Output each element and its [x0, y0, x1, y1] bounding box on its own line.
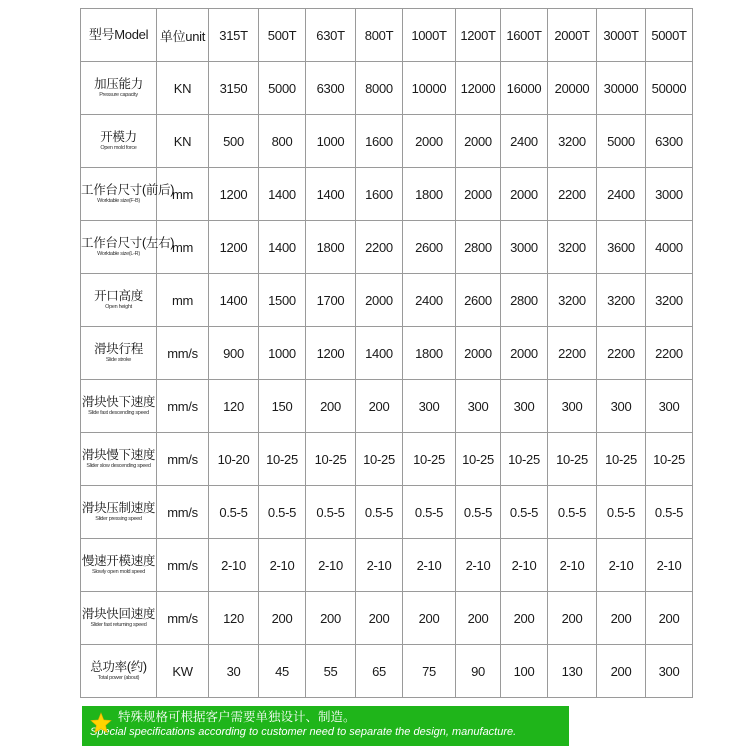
header-model: 3000T: [597, 9, 646, 62]
value-cell: 0.5-5: [403, 486, 456, 539]
header-model: 1000T: [403, 9, 456, 62]
param-cell: [81, 645, 157, 698]
param-name-cn: 工作台尺寸(左右): [81, 235, 175, 250]
value-cell: 1000: [259, 327, 306, 380]
value-cell: 0.5-5: [646, 486, 693, 539]
value-cell: 2000: [456, 168, 501, 221]
value-cell: 12000: [456, 62, 501, 115]
header-model: 5000T: [646, 9, 693, 62]
param-name-en: Worktable size(L-R): [97, 250, 140, 257]
value-cell: 1000: [306, 115, 356, 168]
header-model: 500T: [259, 9, 306, 62]
value-cell: 2000: [456, 115, 501, 168]
unit-cell: mm/s: [157, 592, 209, 645]
value-cell: 0.5-5: [597, 486, 646, 539]
value-cell: 10000: [403, 62, 456, 115]
value-cell: 1800: [403, 168, 456, 221]
value-cell: 45: [259, 645, 306, 698]
param-name-en: Slider slow descending speed: [86, 462, 151, 469]
value-cell: 200: [356, 592, 403, 645]
value-cell: 300: [501, 380, 548, 433]
table-row: [81, 433, 693, 486]
param-name-en: Total power (about): [97, 674, 140, 681]
value-cell: 6300: [646, 115, 693, 168]
param-cell: [81, 62, 157, 115]
value-cell: 10-25: [306, 433, 356, 486]
value-cell: 5000: [597, 115, 646, 168]
value-cell: 1600: [356, 168, 403, 221]
value-cell: 200: [356, 380, 403, 433]
param-name-en: Slide stroke: [105, 356, 132, 363]
table-row: [81, 115, 693, 168]
header-model: 1600T: [501, 9, 548, 62]
value-cell: 300: [646, 645, 693, 698]
value-cell: 1200: [306, 327, 356, 380]
value-cell: 2-10: [597, 539, 646, 592]
value-cell: 2-10: [548, 539, 597, 592]
value-cell: 2000: [501, 168, 548, 221]
table-row: [81, 274, 693, 327]
value-cell: 200: [306, 380, 356, 433]
value-cell: 2600: [403, 221, 456, 274]
value-cell: 0.5-5: [501, 486, 548, 539]
value-cell: 30: [209, 645, 259, 698]
table-row: [81, 168, 693, 221]
value-cell: 200: [456, 592, 501, 645]
param-name-cn: 慢速开模速度: [81, 553, 156, 568]
value-cell: 2000: [356, 274, 403, 327]
value-cell: 10-25: [356, 433, 403, 486]
param-name-en: Open mold force: [100, 144, 137, 151]
value-cell: 2000: [501, 327, 548, 380]
unit-cell: mm: [157, 168, 209, 221]
value-cell: 0.5-5: [548, 486, 597, 539]
value-cell: 130: [548, 645, 597, 698]
value-cell: 900: [209, 327, 259, 380]
star-icon: [90, 712, 112, 734]
value-cell: 2-10: [501, 539, 548, 592]
value-cell: 10-25: [456, 433, 501, 486]
value-cell: 10-25: [403, 433, 456, 486]
value-cell: 2-10: [209, 539, 259, 592]
param-name-cn: 开口高度: [94, 288, 143, 303]
value-cell: 0.5-5: [259, 486, 306, 539]
value-cell: 3000: [646, 168, 693, 221]
value-cell: 3200: [597, 274, 646, 327]
value-cell: 3200: [548, 221, 597, 274]
param-cell: [81, 486, 157, 539]
value-cell: 16000: [501, 62, 548, 115]
table-row: [81, 62, 693, 115]
value-cell: 2200: [646, 327, 693, 380]
value-cell: 10-25: [259, 433, 306, 486]
param-name-en: Slowly open mold speed: [91, 568, 146, 575]
unit-cell: mm: [157, 221, 209, 274]
param-cell: [81, 221, 175, 274]
value-cell: 3000: [501, 221, 548, 274]
param-name-cn: 滑块压制速度: [81, 500, 156, 515]
footer-note-en: Special specifications according to customer need to separate the design, manufacture.: [90, 726, 517, 738]
header-param: 型号Model: [81, 9, 157, 62]
value-cell: 0.5-5: [456, 486, 501, 539]
param-name-en: Worktable size(F-B): [97, 197, 140, 204]
value-cell: 1200: [209, 221, 259, 274]
param-cell: [81, 433, 157, 486]
value-cell: 10-25: [597, 433, 646, 486]
value-cell: 10-20: [209, 433, 259, 486]
value-cell: 6300: [306, 62, 356, 115]
header-model: 800T: [356, 9, 403, 62]
param-cell: [81, 274, 157, 327]
value-cell: 1400: [209, 274, 259, 327]
value-cell: 2200: [548, 168, 597, 221]
value-cell: 1400: [306, 168, 356, 221]
value-cell: 10-25: [501, 433, 548, 486]
value-cell: 2000: [456, 327, 501, 380]
value-cell: 5000: [259, 62, 306, 115]
value-cell: 200: [646, 592, 693, 645]
value-cell: 2-10: [259, 539, 306, 592]
value-cell: 2200: [597, 327, 646, 380]
value-cell: 3200: [548, 115, 597, 168]
value-cell: 4000: [646, 221, 693, 274]
value-cell: 50000: [646, 62, 693, 115]
param-name-en: Open height: [105, 303, 132, 310]
param-name-en: Slider fast returning speed: [90, 621, 147, 628]
value-cell: 0.5-5: [209, 486, 259, 539]
param-cell: [81, 592, 157, 645]
header-model: 315T: [209, 9, 259, 62]
value-cell: 200: [548, 592, 597, 645]
param-cell: [81, 115, 157, 168]
unit-cell: mm/s: [157, 380, 209, 433]
unit-cell: mm/s: [157, 486, 209, 539]
value-cell: 8000: [356, 62, 403, 115]
value-cell: 2-10: [646, 539, 693, 592]
value-cell: 10-25: [548, 433, 597, 486]
header-model: 630T: [306, 9, 356, 62]
value-cell: 30000: [597, 62, 646, 115]
value-cell: 1700: [306, 274, 356, 327]
value-cell: 2-10: [306, 539, 356, 592]
value-cell: 500: [209, 115, 259, 168]
value-cell: 200: [597, 645, 646, 698]
param-name-cn: 滑块慢下速度: [81, 447, 156, 462]
unit-cell: mm/s: [157, 327, 209, 380]
table-row: [81, 380, 693, 433]
unit-cell: mm: [157, 274, 209, 327]
value-cell: 300: [646, 380, 693, 433]
value-cell: 200: [403, 592, 456, 645]
value-cell: 300: [456, 380, 501, 433]
unit-cell: KW: [157, 645, 209, 698]
table-row: [81, 221, 693, 274]
param-name-en: Slider pressing speed: [95, 515, 142, 522]
value-cell: 2800: [501, 274, 548, 327]
param-name-en: Pressure capacity: [99, 91, 138, 98]
param-name-cn: 工作台尺寸(前后): [81, 182, 175, 197]
header-model: 2000T: [548, 9, 597, 62]
param-name-cn: 加压能力: [94, 76, 143, 91]
param-name-cn: 滑块快下速度: [81, 394, 156, 409]
value-cell: 1600: [356, 115, 403, 168]
param-cell: [81, 327, 157, 380]
value-cell: 2-10: [403, 539, 456, 592]
value-cell: 3200: [548, 274, 597, 327]
value-cell: 120: [209, 592, 259, 645]
value-cell: 2600: [456, 274, 501, 327]
param-cell: [81, 539, 157, 592]
table-row: [81, 327, 693, 380]
header-row: [81, 9, 693, 62]
param-name-cn: 总功率(约): [90, 659, 147, 674]
value-cell: 0.5-5: [356, 486, 403, 539]
table-row: [81, 645, 693, 698]
value-cell: 2400: [597, 168, 646, 221]
param-name-cn: 开模力: [100, 129, 137, 144]
value-cell: 3200: [646, 274, 693, 327]
unit-cell: mm/s: [157, 539, 209, 592]
value-cell: 1400: [259, 221, 306, 274]
table-row: [81, 486, 693, 539]
value-cell: 2200: [356, 221, 403, 274]
value-cell: 200: [501, 592, 548, 645]
value-cell: 1800: [306, 221, 356, 274]
value-cell: 1500: [259, 274, 306, 327]
value-cell: 2400: [501, 115, 548, 168]
table-row: [81, 539, 693, 592]
header-unit: 单位unit: [157, 9, 209, 62]
value-cell: 75: [403, 645, 456, 698]
table-row: [81, 592, 693, 645]
value-cell: 1200: [209, 168, 259, 221]
value-cell: 100: [501, 645, 548, 698]
param-name-cn: 滑块快回速度: [81, 606, 156, 621]
value-cell: 120: [209, 380, 259, 433]
value-cell: 1400: [356, 327, 403, 380]
value-cell: 0.5-5: [306, 486, 356, 539]
value-cell: 200: [306, 592, 356, 645]
value-cell: 200: [597, 592, 646, 645]
value-cell: 10-25: [646, 433, 693, 486]
param-cell: [81, 168, 175, 221]
unit-cell: mm/s: [157, 433, 209, 486]
value-cell: 3600: [597, 221, 646, 274]
value-cell: 300: [597, 380, 646, 433]
param-cell: [81, 380, 157, 433]
param-name-cn: 滑块行程: [94, 341, 143, 356]
value-cell: 1800: [403, 327, 456, 380]
value-cell: 90: [456, 645, 501, 698]
value-cell: 2200: [548, 327, 597, 380]
value-cell: 300: [548, 380, 597, 433]
footer-note-cn: 特殊规格可根据客户需要单独设计、制造。: [118, 710, 356, 724]
value-cell: 200: [259, 592, 306, 645]
value-cell: 300: [403, 380, 456, 433]
value-cell: 3150: [209, 62, 259, 115]
header-model: 1200T: [456, 9, 501, 62]
value-cell: 2-10: [356, 539, 403, 592]
value-cell: 2400: [403, 274, 456, 327]
spec-table: [80, 8, 693, 698]
footer-banner: [82, 706, 569, 746]
param-name-en: Slide fast descending speed: [88, 409, 149, 416]
value-cell: 150: [259, 380, 306, 433]
unit-cell: KN: [157, 62, 209, 115]
unit-cell: KN: [157, 115, 209, 168]
value-cell: 65: [356, 645, 403, 698]
value-cell: 20000: [548, 62, 597, 115]
value-cell: 2000: [403, 115, 456, 168]
value-cell: 1400: [259, 168, 306, 221]
value-cell: 2800: [456, 221, 501, 274]
value-cell: 55: [306, 645, 356, 698]
value-cell: 800: [259, 115, 306, 168]
value-cell: 2-10: [456, 539, 501, 592]
